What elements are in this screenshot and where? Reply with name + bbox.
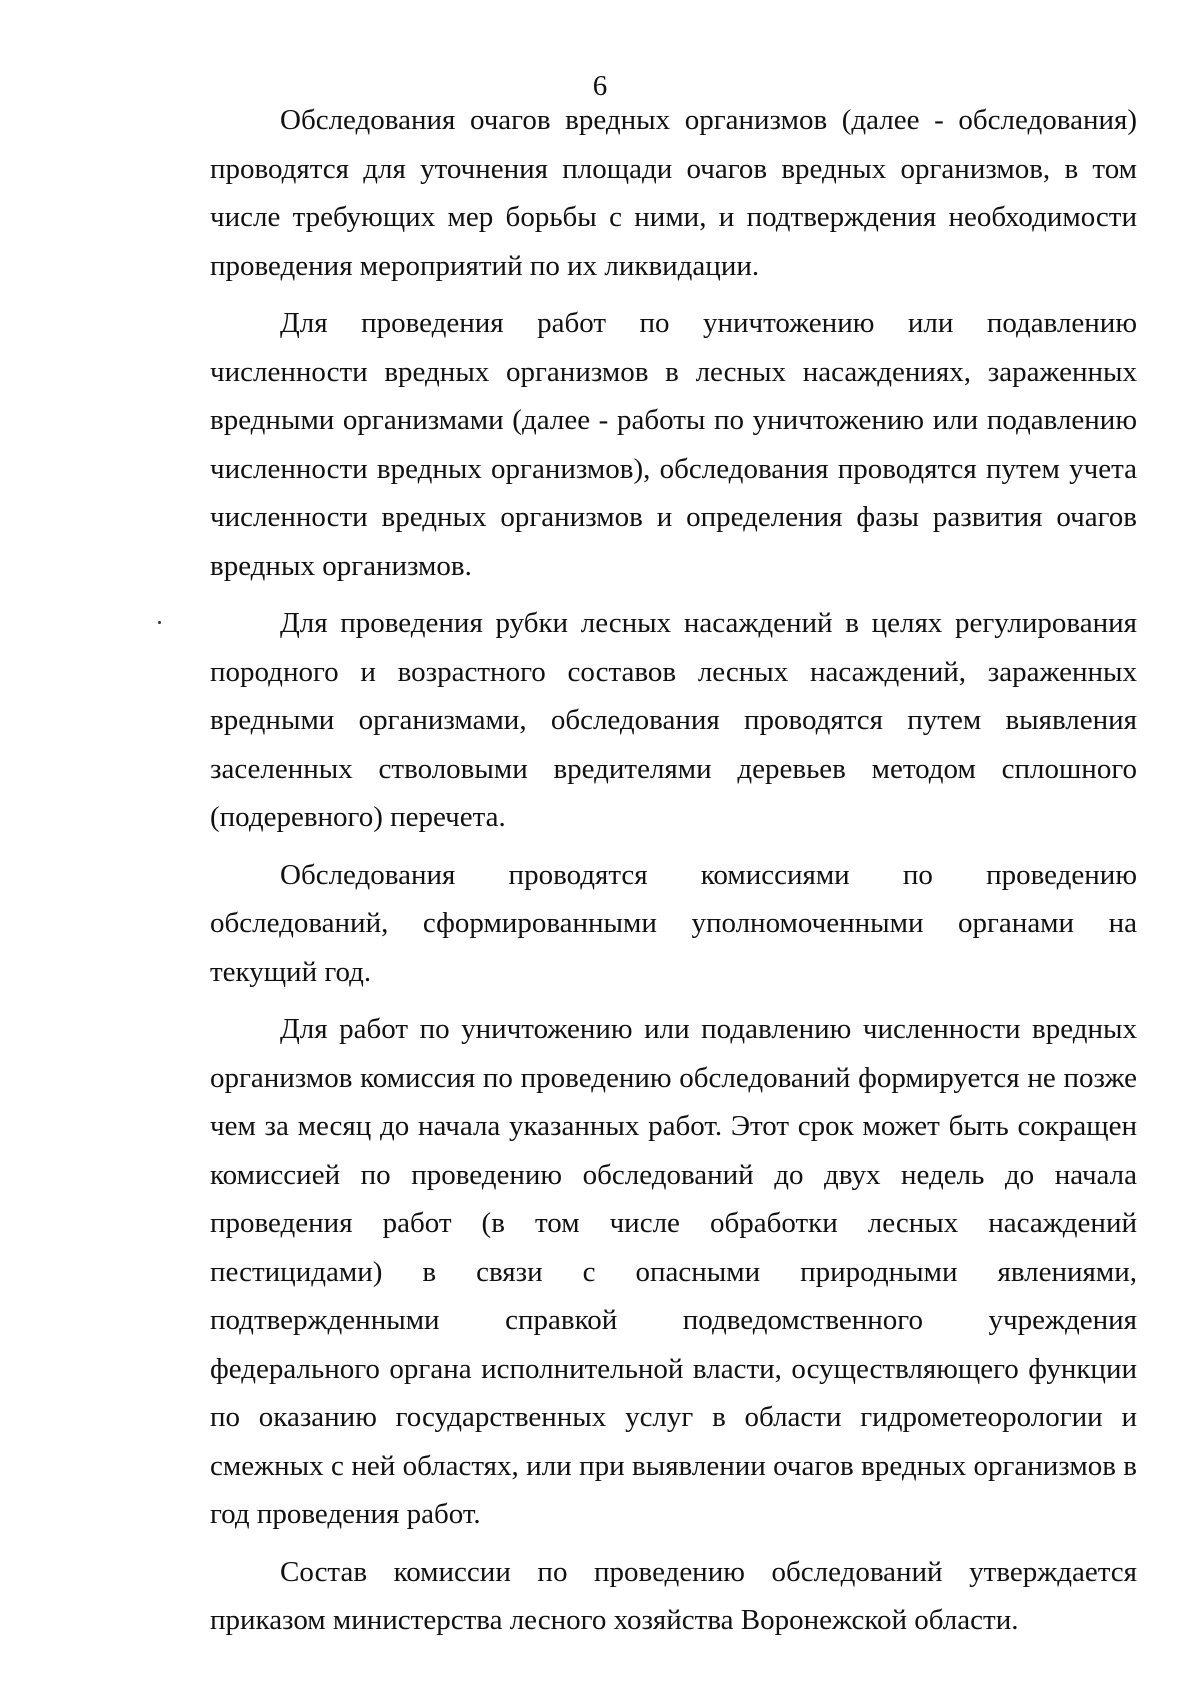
page-number: 6 xyxy=(592,70,608,102)
paragraph-commission-timing: Для работ по уничтожению или подавлению численности вредных организмов комиссия по проведению обследований формируется не позже чем за месяц до начала указанных работ. Этот срок может быть сокращен комиссией по проведению обследований до двух недель до начала проведения работ (в том числе обработки лесных насаждений пестицидами) в связи с опасными природными явлениями, подтвержденными справкой подведомственного учреждения федерального органа исполнительной власти, осуществляющего функции по оказанию государственных услуг в области гидрометеорологии и смежных с ней областях, или при выявлении очагов вредных организмов в год проведения работ. xyxy=(210,1013,1137,1530)
paragraph-commission-approval: Состав комиссии по проведению обследований утверждается приказом министерства лесного хозяйства Воронежской области. xyxy=(210,1555,1137,1636)
document-body xyxy=(210,96,1137,1654)
paragraph-pest-suppression-surveys: Для проведения работ по уничтожению или подавлению численности вредных организмов в лесных насаждениях, зараженных вредными организмами (далее - работы по уничтожению или подавлению численности вредных организмов), обследования проводятся путем учета численности вредных организмов и определения фазы развития очагов вредных организмов. xyxy=(210,307,1137,582)
scan-speck xyxy=(158,621,161,624)
paragraph-felling-surveys: Для проведения рубки лесных насаждений в целях регулирования породного и возрастного составов лесных насаждений, зараженных вредными организмами, обследования проводятся путем выявления заселенных стволовыми вредителями деревьев методом сплошного (подеревного) перечета. xyxy=(210,607,1137,833)
paragraph-survey-definition: Обследования очагов вредных организмов (далее - обследования) проводятся для уточнения площади очагов вредных организмов, в том числе требующих мер борьбы с ними, и подтверждения необходимости проведения мероприятий по их ликвидации. xyxy=(210,104,1137,282)
paragraph-commissions: Обследования проводятся комиссиями по проведению обследований, сформированными уполномоченными органами на текущий год. xyxy=(210,858,1137,988)
